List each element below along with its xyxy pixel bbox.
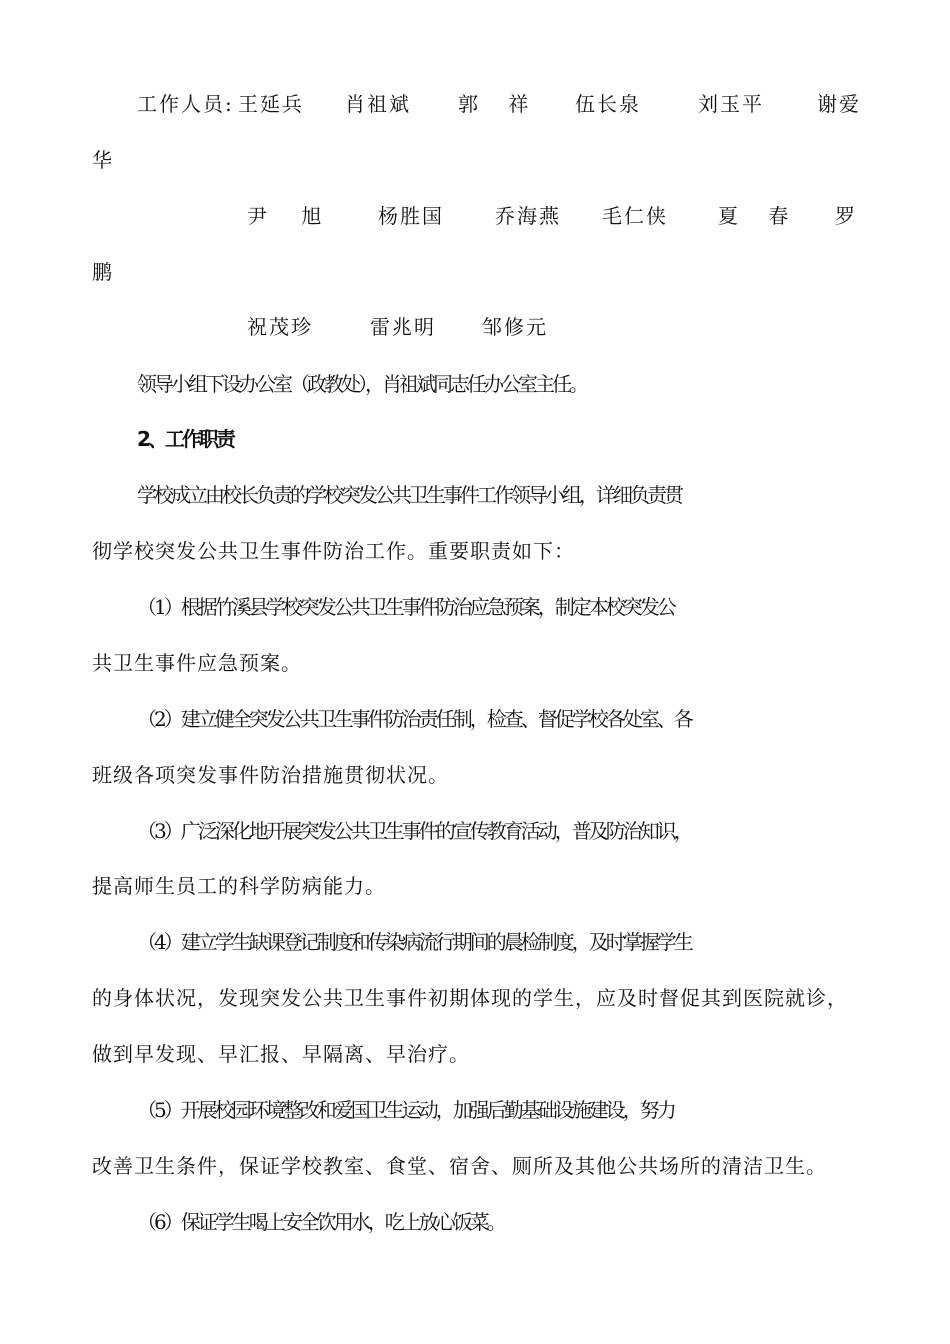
staff-name: 伍长泉 <box>575 92 641 116</box>
staff-label: 工作人员: <box>137 92 234 116</box>
duty-item-6: （6）保证学生喝上安全饮用水，吃上放心饭菜。 <box>137 1210 504 1234</box>
duty-item-4-cont: 做到早发现、早汇报、早隔离、早治疗。 <box>92 1042 470 1066</box>
duty-item-1: （1）根据竹溪县学校突发公共卫生事件防治应急预案，制定本校突发公 <box>137 595 674 619</box>
staff-name: 夏 春 <box>718 204 801 228</box>
staff-name: 郭 祥 <box>458 92 541 116</box>
staff-name: 谢爱 <box>817 92 861 116</box>
duty-item-5: （5）开展校园环境整改和爱国卫生运动，加强后勤基础设施建设，努力 <box>137 1098 674 1122</box>
section-heading: 2、工作职责 <box>137 427 233 451</box>
intro-line: 彻学校突发公共卫生事件防治工作。重要职责如下： <box>92 539 575 563</box>
staff-wrap: 鹏 <box>92 260 113 284</box>
office-note: 领导小组下设办公室（政教处），肖祖斌同志任办公室主任。 <box>137 372 586 396</box>
staff-name: 刘玉平 <box>698 92 764 116</box>
staff-name: 杨胜国 <box>378 204 444 228</box>
duty-item-4-cont: 的身体状况，发现突发公共卫生事件初期体现的学生，应及时督促其到医院就诊， <box>92 986 848 1010</box>
staff-name: 乔海燕 <box>495 204 561 228</box>
staff-name: 尹 旭 <box>247 204 336 228</box>
staff-name: 雷兆明 <box>370 315 436 339</box>
staff-name: 肖祖斌 <box>345 92 411 116</box>
duty-item-5-cont: 改善卫生条件，保证学校教室、食堂、宿舍、厕所及其他公共场所的清洁卫生。 <box>92 1154 827 1178</box>
staff-name: 祝茂珍 <box>247 315 313 339</box>
duty-item-4: （4）建立学生缺课登记制度和传染病流行期间的晨检制度，及时掌握学生 <box>137 930 691 954</box>
duty-item-3: （3）广泛深化地开展突发公共卫生事件的宣传教育活动，普及防治知识， <box>137 819 691 843</box>
staff-name: 王延兵 <box>238 92 304 116</box>
staff-name: 毛仁侠 <box>602 204 668 228</box>
duty-item-2-cont: 班级各项突发事件防治措施贯彻状况。 <box>92 763 449 787</box>
duty-item-1-cont: 共卫生事件应急预案。 <box>92 651 302 675</box>
duty-item-2: （2）建立健全突发公共卫生事件防治责任制，检查、督促学校各处室、各 <box>137 707 691 731</box>
duty-item-3-cont: 提高师生员工的科学防病能力。 <box>92 874 386 898</box>
staff-name: 罗 <box>835 204 857 228</box>
staff-name: 邹修元 <box>482 315 548 339</box>
intro-line: 学校成立由校长负责的学校突发公共卫生事件工作领导小组，详细负责贯 <box>137 483 681 507</box>
staff-wrap: 华 <box>92 148 113 172</box>
